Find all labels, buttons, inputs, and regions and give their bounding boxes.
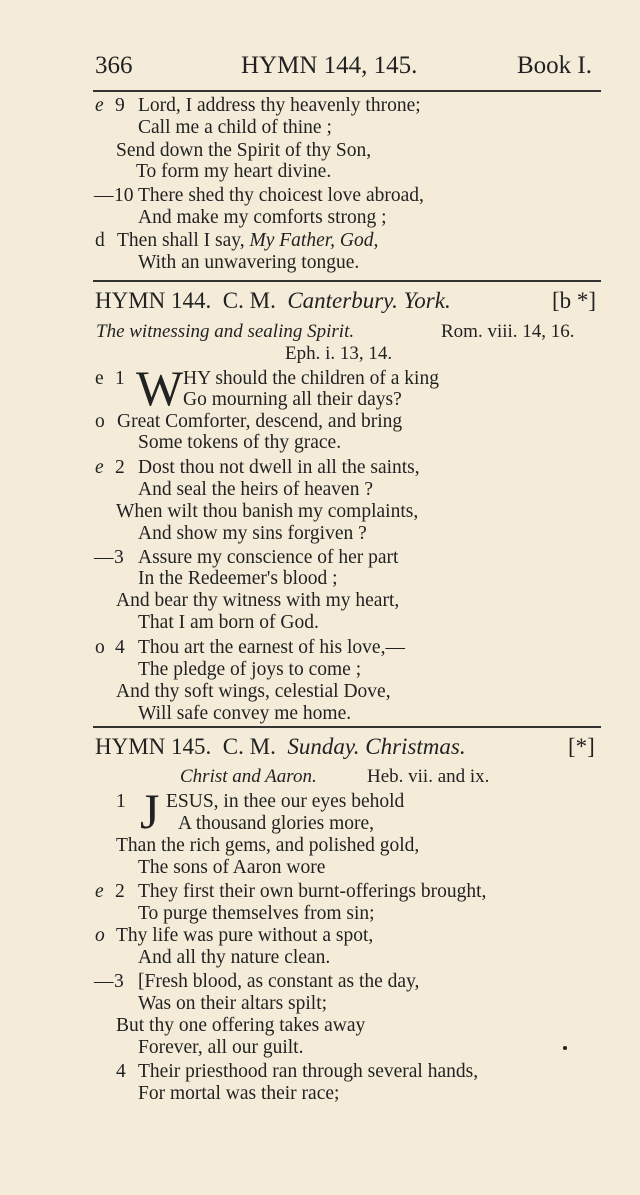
verse-number: 1 [116,791,126,812]
tune-names: Canterbury. York. [287,288,451,313]
verse-number: 2 [115,457,125,478]
verse-number: 10 [114,185,134,206]
verse-line: Some tokens of thy grace. [138,432,342,453]
scripture-reference: Rom. viii. 14, 16. [441,321,575,342]
verse-number: 9 [115,95,125,116]
verse-mark: — [94,547,114,568]
page-header [95,52,600,86]
verse-line: And all thy nature clean. [138,947,331,968]
dynamic-mark: o [95,925,105,946]
hymn-subject: Christ and Aaron. [180,766,317,787]
verse-line: ESUS, in thee our eyes behold [166,791,405,812]
dynamic-mark: e [95,457,104,478]
verse-number: 3 [114,547,124,568]
verse-line: [Fresh blood, as constant as the day, [138,971,420,992]
verse-line: To form my heart divine. [136,161,332,182]
verse-line: The pledge of joys to come ; [138,659,362,680]
verse-number: 4 [115,637,125,658]
verse-line: The sons of Aaron wore [138,857,326,878]
header-rule [93,90,601,92]
verse-line: Their priesthood ran through several hands, [138,1061,479,1082]
verse-line: Thou art the earnest of his love,— [138,637,405,658]
verse-line: And bear thy witness with my heart, [116,590,400,611]
verse-line: Lord, I address thy heavenly throne; [138,95,421,116]
dynamic-mark: e [95,881,104,902]
verse-number: 4 [116,1061,126,1082]
verse-mark: — [94,971,114,992]
verse-line: Then shall I say, My Father, God, [117,230,379,251]
running-title: HYMN 144, 145. [241,52,418,79]
scripture-reference: Eph. i. 13, 14. [285,343,393,364]
section-rule [93,726,601,728]
drop-cap: J [140,783,160,839]
verse-number: 3 [114,971,124,992]
verse-line: And make my comforts strong ; [138,207,387,228]
section-rule [93,280,601,282]
dynamic-mark: e [95,368,104,389]
verse-line: Send down the Spirit of thy Son, [116,140,372,161]
verse-line: When wilt thou banish my complaints, [116,501,419,522]
verse-line: With an unwavering tongue. [138,252,360,273]
verse-line: In the Redeemer's blood ; [138,568,338,589]
verse-line: Go mourning all their days? [183,389,402,410]
page-number: 366 [95,52,133,79]
verse-line: There shed thy choicest love abroad, [138,185,424,206]
book-label: Book I. [517,52,592,79]
verse-line: Great Comforter, descend, and bring [117,411,403,432]
verse-line: Forever, all our guilt. [138,1037,304,1058]
verse-mark: — [94,185,114,206]
verse-line: And thy soft wings, celestial Dove, [116,681,391,702]
dynamic-mark: o [95,411,105,432]
verse-line: A thousand glories more, [178,813,375,834]
hymn-subject: The witnessing and sealing Spirit. [96,321,355,342]
tune-names: Sunday. Christmas. [287,734,466,759]
hymn-symbol: [b *] [552,288,597,313]
verse-line: To purge themselves from sin; [138,903,375,924]
verse-line: For mortal was their race; [138,1083,340,1104]
verse-line: They first their own burnt-offerings brought, [138,881,487,902]
verse-line: But thy one offering takes away [116,1015,366,1036]
dynamic-mark: e [95,95,104,116]
dynamic-mark: o [95,637,105,658]
ink-speck [563,1046,567,1050]
verse-line: Thy life was pure without a spot, [116,925,374,946]
dynamic-mark: d [95,230,105,251]
scripture-reference: Heb. vii. and ix. [367,766,490,787]
verse-line: That I am born of God. [138,612,319,633]
verse-line: Call me a child of thine ; [138,117,332,138]
verse-line: Than the rich gems, and polished gold, [116,835,420,856]
verse-line: And seal the heirs of heaven ? [138,479,373,500]
verse-line: Will safe convey me home. [138,703,352,724]
hymn-heading: HYMN 145. C. M. Sunday. Christmas. [95,734,466,759]
hymn-heading: HYMN 144. C. M. Canterbury. York. [95,288,451,313]
verse-line: Dost thou not dwell in all the saints, [138,457,420,478]
verse-line: Assure my conscience of her part [138,547,399,568]
verse-number: 1 [115,368,125,389]
hymn-symbol: [*] [568,734,595,759]
verse-line: HY should the children of a king [183,368,439,389]
verse-number: 2 [115,881,125,902]
verse-line: And show my sins forgiven ? [138,523,367,544]
verse-line: Was on their altars spilt; [138,993,328,1014]
drop-cap: W [136,360,184,416]
